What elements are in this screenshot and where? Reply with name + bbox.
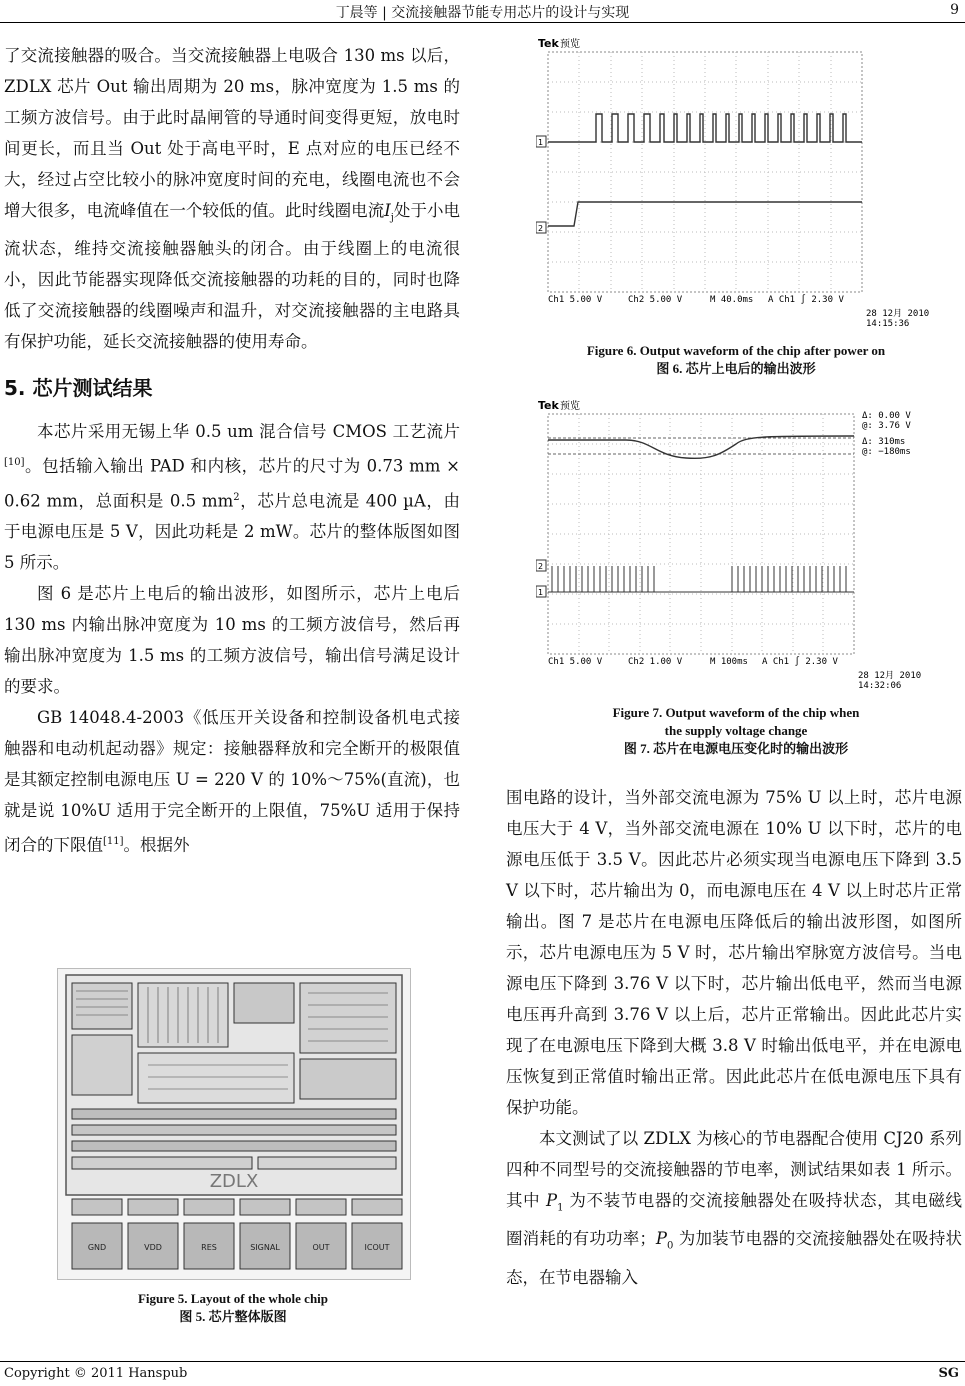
trigger: A Ch1 ∫ 2.30 V <box>768 295 844 305</box>
running-title: 丁晨等 | 交流接触器节能专用芯片的设计与实现 <box>335 5 630 21</box>
ch2-marker: 2 <box>538 224 544 233</box>
paragraph-5: 围电路的设计，当外部交流电源为 75% U 以上时，芯片电源电压大于 4 V，当外部交流电源在 10% U 以下时，芯片的电源电压低于 3.5 V。因此芯片必须实现当电源电压下降到 3.5 V 以下时，芯片输出为 0，而电源电压在 4 V 以上时芯片正常输出。图 7 是芯片在电源电压降低后的输出波形图，如图所示，芯片电源电压为 5 V 时，芯片输出窄脉宽方波信号。当电源电压下降到 3.76 V 以下时，芯片输出低电平，然而当电源电压再升高到 3.76 V 以上后，芯片正常输出。因此此芯片实现了在电源电压下降到大概 3.8 V 时输出低电平，并在电源电压恢复到正常值时输出正常。因此此芯片在低电源电压下具有保护功能。 <box>506 788 962 1117</box>
scope-screen <box>536 396 936 692</box>
trigger: A Ch1 ∫ 2.30 V <box>762 657 838 667</box>
ch1-marker: 1 <box>538 588 544 597</box>
page-number: 9 <box>950 2 959 18</box>
paragraph-4: GB 14048.4-2003《低压开关设备和控制设备机电式接触器和电动机起动器》规定：接触器释放和完全断开的极限值是其额定控制电源电压 U = 220 V 的 10%～75%(直流)，也就是说 10%U 适用于完全断开的上限值，75%U 适用于保持闭合的下限值[11]。根据外 <box>4 708 460 855</box>
right-column <box>506 782 962 1293</box>
scope-brand: Tek <box>538 399 559 412</box>
pad-label: VDD <box>144 1243 162 1252</box>
section-heading: 5. 芯片测试结果 <box>4 376 153 401</box>
pad-label: ICOUT <box>364 1243 390 1252</box>
chip-label: ZDLX <box>209 1171 259 1192</box>
scope-mode: 预览 <box>560 401 580 412</box>
figure-6-scope-image <box>536 34 936 330</box>
figure-7-scope-image <box>536 396 936 692</box>
ch1-scale: Ch1 5.00 V <box>548 295 603 305</box>
copyright: Copyright © 2011 Hanspub <box>4 1366 188 1381</box>
paragraph-2: 本芯片采用无锡上华 0.5 um 混合信号 CMOS 工艺流片[10]。包括输入输出 PAD 和内核，芯片的尺寸为 0.73 mm × 0.62 mm，总面积是 0.5 $mm^2$，芯片总电流是 400 µA，由于电源电压是 5 V，因此功耗是 2 mW。芯片的整体版图如图 5 所示。 <box>4 422 460 573</box>
ch1-marker: 1 <box>538 138 544 147</box>
figure-7-caption: Figure 7. Output waveform of the chip when the supply voltage change 图 7. 芯片在电源电压变化时的输出波形 <box>612 705 860 756</box>
scope-time: 14:15:36 <box>866 319 910 329</box>
scope-date: 28 12月 2010 <box>858 671 922 681</box>
scope-time: 14:32:06 <box>858 681 902 691</box>
cursor-delta-t: Δ: 310ms <box>862 437 906 447</box>
ch2-scale: Ch2 1.00 V <box>628 657 683 667</box>
page-footer <box>0 1361 965 1386</box>
cursor-at-t: @: −180ms <box>862 447 911 457</box>
pad-label: SIGNAL <box>250 1243 280 1252</box>
ch2-marker: 2 <box>538 562 544 571</box>
timebase: M 40.0ms <box>710 295 754 305</box>
figure-6-caption: Figure 6. Output waveform of the chip after power on 图 6. 芯片上电后的输出波形 <box>586 343 886 376</box>
cursor-at-v: @: 3.76 V <box>862 421 911 431</box>
figure-5-layout-image <box>57 968 411 1280</box>
publisher-mark: SG <box>938 1366 959 1381</box>
ch1-scale: Ch1 5.00 V <box>548 657 603 667</box>
paragraph-6: 本文测试了以 ZDLX 为核心的节电器配合使用 CJ20 系列四种不同型号的交流接触器的节电率，测试结果如表 1 所示。其中 $P_1$ 为不装节电器的交流接触器处在吸持状态，其电磁线圈消耗的有功功率；$P_0$ 为加装节电器的交流接触器处在吸持状态，在节电器输入 <box>506 1129 963 1287</box>
pad-label: GND <box>87 1243 107 1252</box>
scope-screen <box>536 34 936 330</box>
timebase: M 100ms <box>710 657 748 667</box>
left-column <box>4 40 460 861</box>
ch2-scale: Ch2 5.00 V <box>628 295 683 305</box>
scope-brand: Tek <box>538 37 559 50</box>
figure-5-caption: Figure 5. Layout of the whole chip 图 5. 芯片整体版图 <box>137 1291 329 1324</box>
pad-label: OUT <box>312 1243 330 1252</box>
pad-label: RES <box>201 1243 217 1252</box>
paragraph-3: 图 6 是芯片上电后的输出波形，如图所示，芯片上电后 130 ms 内输出脉冲宽度为 10 ms 的工频方波信号，然后再输出脉冲宽度为 1.5 ms 的工频方波信号，输出信号满足设计的要求。 <box>4 584 460 697</box>
scope-date: 28 12月 2010 <box>866 309 930 319</box>
chip-layout-drawing <box>58 969 410 1279</box>
paragraph-1: 了交流接触器的吸合。当交流接触器上电吸合 130 ms 以后，ZDLX 芯片 Out 输出周期为 20 ms，脉冲宽度为 1.5 ms 的工频方波信号。由于此时晶闸管的导通时间变得更短，放电时间更长，而且当 Out 处于高电平时，E 点对应的电压已经不大，经过占空比较小的脉冲宽度时间的充电，线圈电流也不会增大很多，电流峰值在一个较低的值。此时线圈电流$I_j$处于小电流状态，维持交流接触器触头的闭合。由于线圈上的电流很小，因此节能器实现降低交流接触器的功耗的目的，同时也降低了交流接触器的线圈噪声和温升，对交流接触器的主电路具有保护功能，延长交流接触器的使用寿命。 <box>4 46 461 352</box>
cursor-delta-v: Δ: 0.00 V <box>862 411 911 421</box>
scope-mode: 预览 <box>560 39 580 50</box>
page-header <box>0 0 965 23</box>
